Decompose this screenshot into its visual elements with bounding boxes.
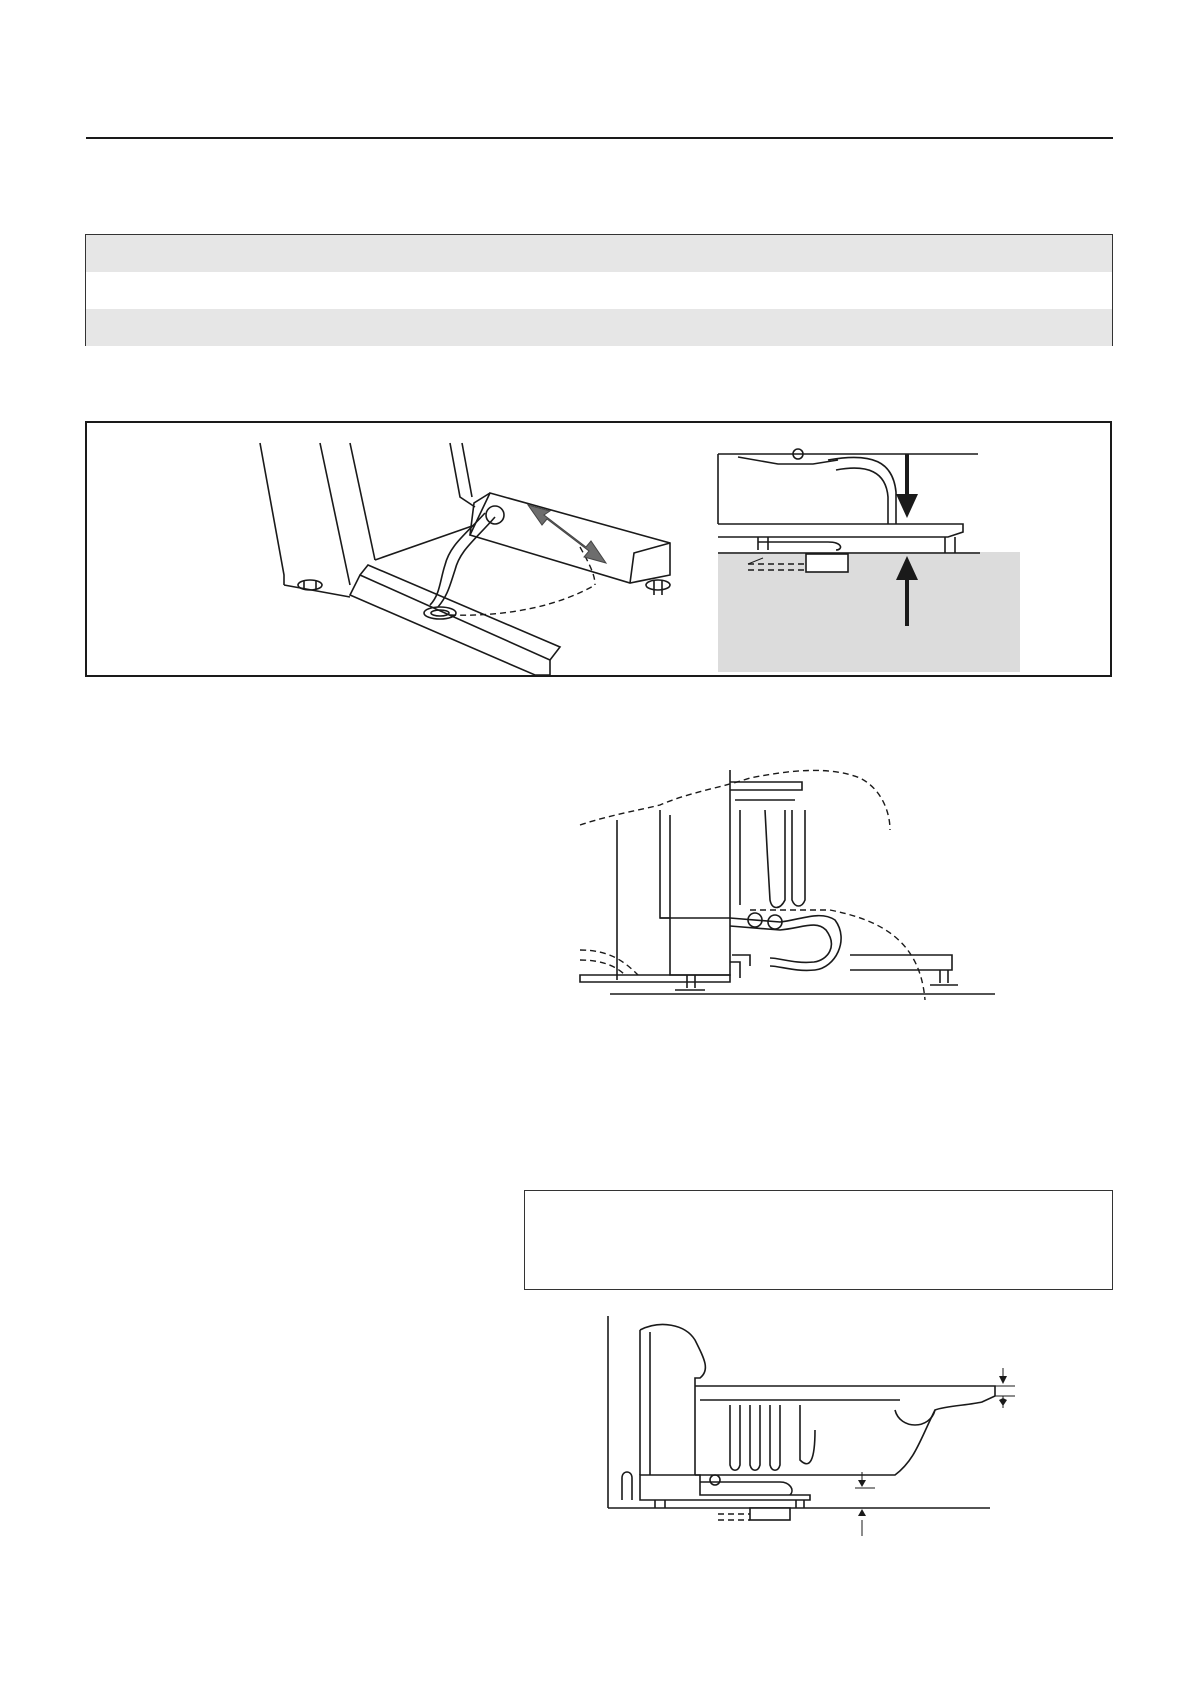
shaded-table (85, 234, 1113, 346)
bath-support-frame-illustration (600, 1310, 1050, 1550)
note-box (524, 1190, 1113, 1290)
header-rule (86, 137, 1113, 139)
table-row (86, 309, 1112, 346)
table-row (86, 272, 1112, 309)
table-row (86, 235, 1112, 272)
double-arrow-clearance-illustration (718, 442, 1028, 672)
appliance-leg-hose-illustration (250, 435, 670, 675)
appliance-side-section-illustration (580, 770, 1020, 1010)
